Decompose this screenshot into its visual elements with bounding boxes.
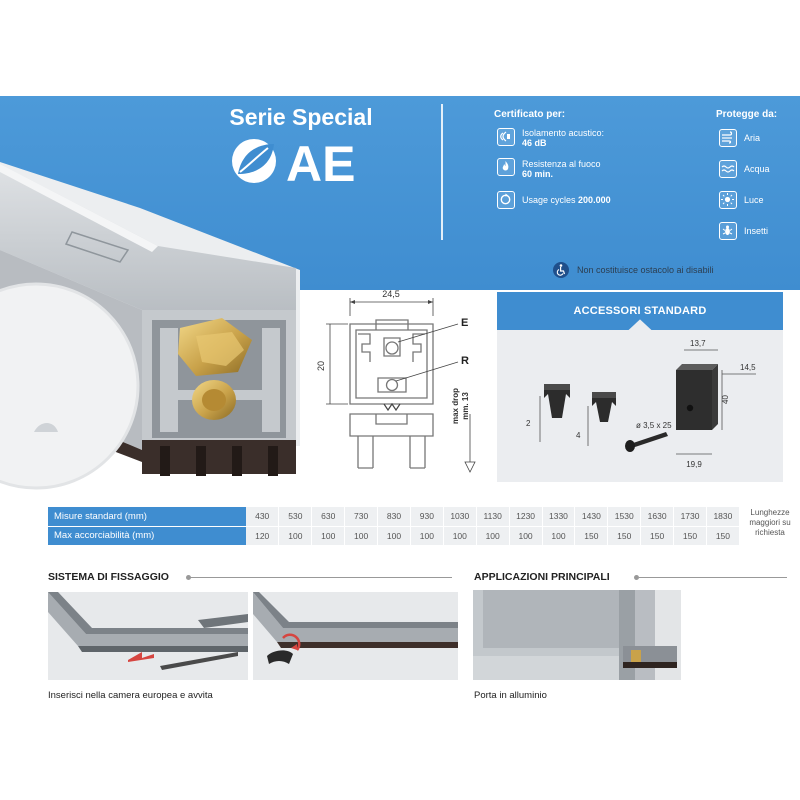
table-cell: 100	[312, 526, 345, 545]
protect-insects: Insetti	[744, 226, 769, 236]
air-icon	[719, 129, 737, 147]
protect-air: Aria	[744, 133, 761, 143]
table-cell: 430	[246, 507, 279, 526]
table-cell: 1030	[443, 507, 476, 526]
table-row	[48, 507, 739, 526]
acoustic-icon	[497, 128, 515, 146]
fixing-divider-dot	[186, 575, 191, 580]
water-icon	[719, 160, 737, 178]
accessibility-note: Non costituisce ostacolo ai disabili	[553, 262, 714, 278]
table-cell: 830	[378, 507, 411, 526]
accessories-drawing	[500, 336, 780, 476]
table-cell: 1430	[575, 507, 608, 526]
fixing-photo-insert	[48, 592, 248, 680]
clip-accessory-a	[544, 384, 570, 418]
profile-photo	[0, 150, 312, 492]
fixing-title: SISTEMA DI FISSAGGIO	[48, 571, 169, 583]
table-cell: 1130	[476, 507, 509, 526]
cert-acoustic: Isolamento acustico: 46 dB	[522, 128, 605, 148]
table-cell: 150	[641, 526, 674, 545]
table-cell: 1330	[542, 507, 575, 526]
block-top-dim: 13,7	[690, 339, 706, 348]
clip-a-dim: 2	[526, 419, 531, 428]
protection-heading: Protegge da:	[716, 109, 778, 120]
table-cell: 120	[246, 526, 279, 545]
label-r: R	[461, 355, 469, 367]
length-note: Lunghezze maggiori su richiesta	[749, 508, 791, 537]
fixing-divider	[190, 577, 452, 578]
table-cell: 1730	[674, 507, 707, 526]
certifications-heading: Certificato per:	[494, 109, 566, 120]
table-cell: 100	[476, 526, 509, 545]
max-drop-label: max drop	[451, 387, 460, 425]
table-cell: 530	[279, 507, 312, 526]
table-cell: 1230	[509, 507, 542, 526]
table-cell: 730	[345, 507, 378, 526]
table-row	[48, 526, 739, 545]
table-cell: 100	[443, 526, 476, 545]
table-cell: 150	[674, 526, 707, 545]
clip-accessory-b	[592, 392, 616, 422]
section-drawing	[318, 286, 493, 476]
cycles-icon	[497, 191, 515, 209]
end-block-accessory	[676, 364, 718, 430]
sizes-table	[48, 507, 740, 546]
row-label-standard: Misure standard (mm)	[48, 507, 246, 526]
fixing-caption: Inserisci nella camera europea e avvita	[48, 690, 213, 701]
fixing-photo-screw	[253, 592, 458, 680]
width-dimension: 24,5	[382, 289, 400, 299]
screw-accessory	[625, 432, 668, 452]
screw-dim: ø 3,5 x 25	[636, 421, 672, 430]
application-caption: Porta in alluminio	[474, 690, 547, 701]
table-cell: 1530	[608, 507, 641, 526]
table-cell: 150	[706, 526, 739, 545]
wheelchair-icon	[553, 262, 569, 278]
table-cell: 100	[542, 526, 575, 545]
table-cell: 930	[410, 507, 443, 526]
light-icon	[719, 191, 737, 209]
table-cell: 100	[345, 526, 378, 545]
label-e: E	[461, 317, 469, 329]
table-cell: 100	[378, 526, 411, 545]
applications-divider-dot	[634, 575, 639, 580]
block-width-dim: 19,9	[686, 460, 702, 469]
applications-title: APPLICAZIONI PRINCIPALI	[474, 571, 610, 583]
application-photo	[473, 590, 681, 680]
table-cell: 150	[608, 526, 641, 545]
series-title: Serie Special	[229, 104, 373, 130]
block-depth-dim: 14,5	[740, 363, 756, 372]
protect-water: Acqua	[744, 164, 770, 174]
header-divider	[441, 104, 443, 240]
table-cell: 150	[575, 526, 608, 545]
protect-light: Luce	[744, 195, 764, 205]
model-name: AE	[286, 136, 356, 192]
table-cell: 630	[312, 507, 345, 526]
accessories-title: ACCESSORI STANDARD	[573, 305, 707, 317]
fire-icon	[497, 158, 515, 176]
table-cell: 100	[509, 526, 542, 545]
max-drop-value: mm. 13	[461, 392, 470, 420]
table-cell: 100	[279, 526, 312, 545]
height-dimension: 20	[316, 360, 326, 372]
row-label-max: Max accorciabilità (mm)	[48, 526, 246, 545]
cert-cycles: Usage cycles 200.000	[522, 195, 611, 205]
table-cell: 1630	[641, 507, 674, 526]
table-cell: 100	[410, 526, 443, 545]
insects-icon	[719, 222, 737, 240]
block-height-dim: 40	[721, 395, 730, 404]
applications-divider	[639, 577, 787, 578]
clip-b-dim: 4	[576, 431, 581, 440]
table-cell: 1830	[706, 507, 739, 526]
cert-fire: Resistenza al fuoco 60 min.	[522, 159, 601, 179]
